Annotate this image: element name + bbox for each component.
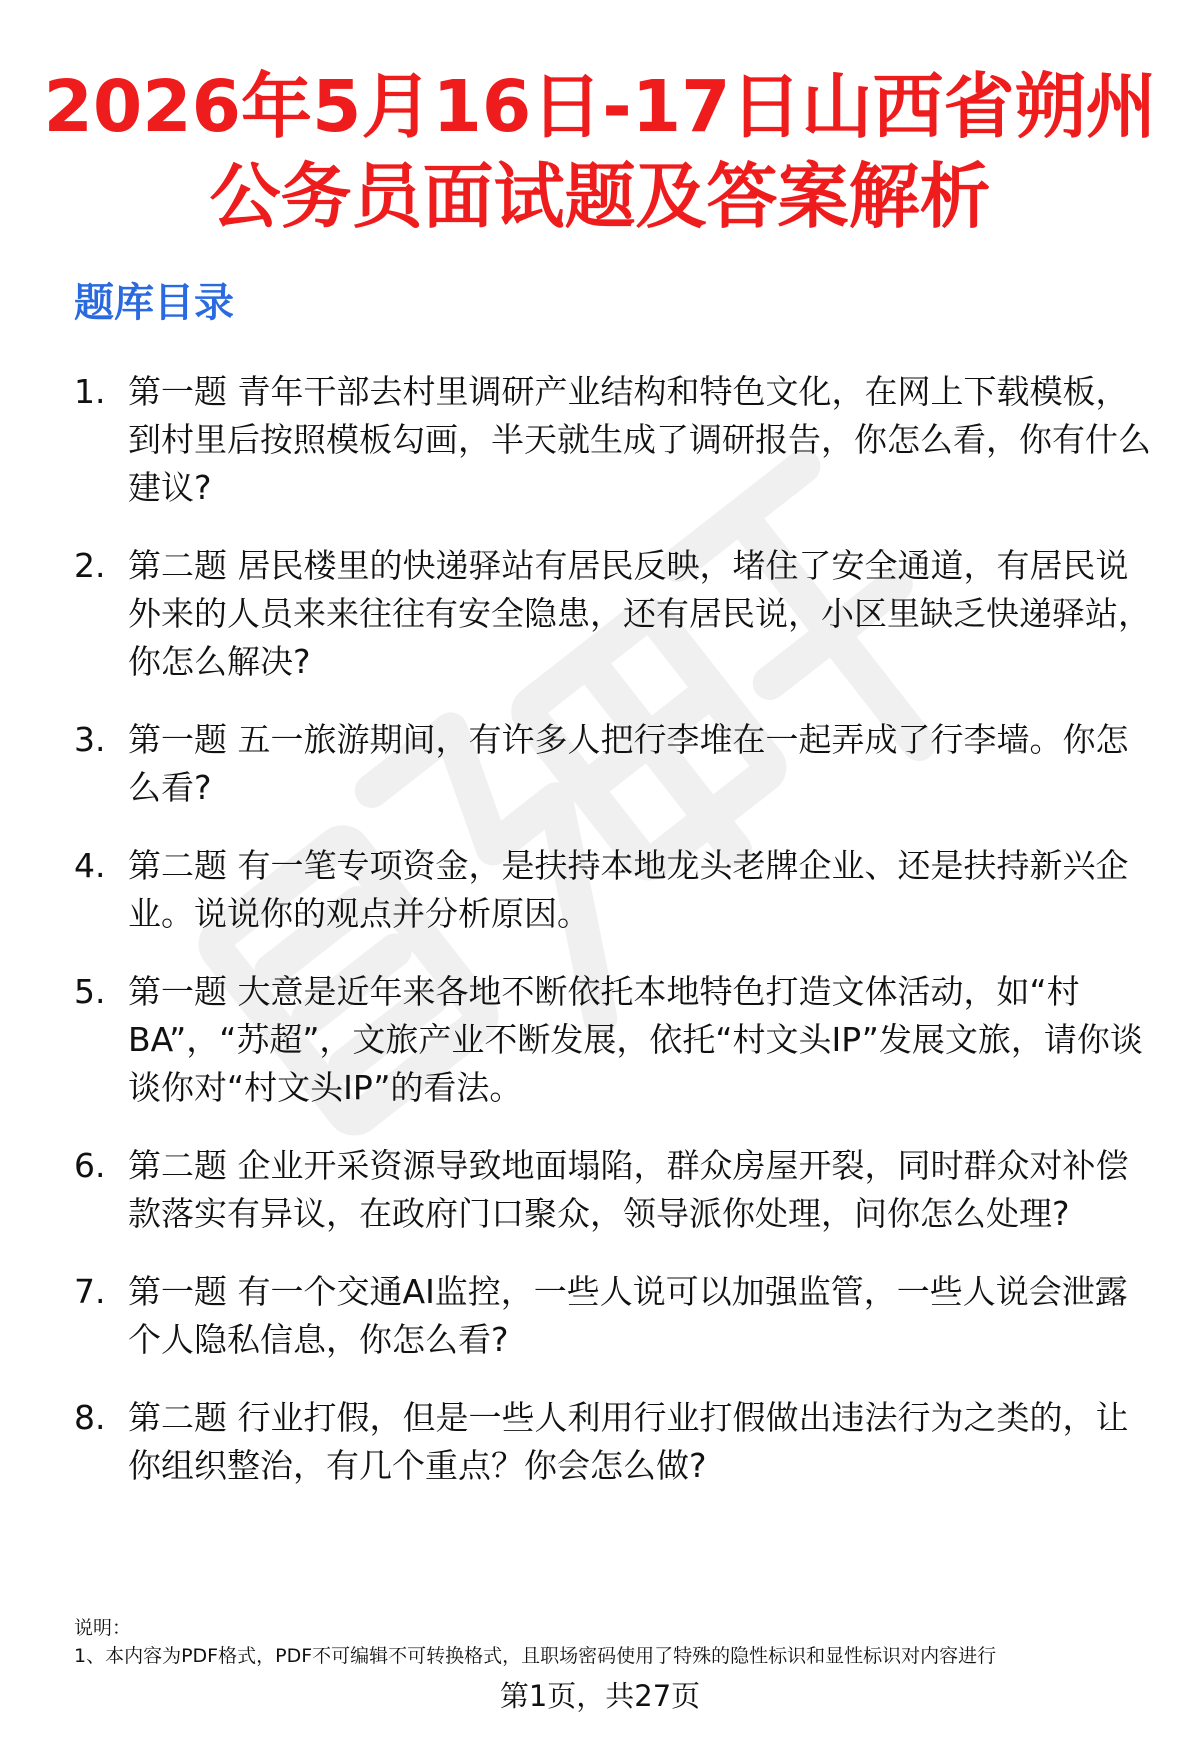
title-line-1: 2026年5月16日-17日山西省朔州 <box>43 65 1157 148</box>
question-item <box>74 842 1154 938</box>
question-item <box>74 542 1154 686</box>
question-item <box>74 716 1154 812</box>
question-number: 8. <box>74 1398 106 1437</box>
question-text: 第一题 有一个交通AI监控，一些人说可以加强监管，一些人说会泄露个人隐私信息，你怎么看? <box>128 1272 1128 1359</box>
question-number: 2. <box>74 546 106 585</box>
note-section <box>74 1614 996 1670</box>
question-number: 1. <box>74 372 106 411</box>
question-item <box>74 1394 1154 1490</box>
question-text: 第一题 青年干部去村里调研产业结构和特色文化，在网上下载模板，到村里后按照模板勾画，半天就生成了调研报告，你怎么看，你有什么建议? <box>128 372 1151 507</box>
question-number: 7. <box>74 1272 106 1311</box>
page-number: 第1页，共27页 <box>499 1679 701 1713</box>
toc-heading: 题库目录 <box>74 280 234 326</box>
title-line-2: 公务员面试题及答案解析 <box>209 155 991 238</box>
note-line: 1、本内容为PDF格式，PDF不可编辑不可转换格式，且职场密码使用了特殊的隐性标识和显性标识对内容进行 <box>74 1645 997 1667</box>
question-text: 第一题 五一旅游期间，有许多人把行李堆在一起弄成了行李墙。你怎么看? <box>128 720 1129 807</box>
question-number: 6. <box>74 1146 106 1185</box>
note-label: 说明： <box>74 1617 132 1639</box>
question-item <box>74 368 1154 512</box>
question-text: 第二题 企业开采资源导致地面塌陷，群众房屋开裂，同时群众对补偿款落实有异议，在政府门口聚众，领导派你处理，问你怎么处理? <box>128 1146 1129 1233</box>
question-number: 4. <box>74 846 106 885</box>
question-number: 3. <box>74 720 106 759</box>
question-number: 5. <box>74 972 106 1011</box>
question-text: 第二题 行业打假，但是一些人利用行业打假做出违法行为之类的，让你组织整治，有几个重点？你会怎么做? <box>128 1398 1129 1485</box>
question-item <box>74 1142 1154 1238</box>
question-text: 第二题 有一笔专项资金，是扶持本地龙头老牌企业、还是扶持新兴企业。说说你的观点并分析原因。 <box>128 846 1129 933</box>
question-item <box>74 968 1154 1112</box>
question-list <box>74 368 1154 1520</box>
question-text: 第二题 居民楼里的快递驿站有居民反映，堵住了安全通道，有居民说外来的人员来来往往有安全隐患，还有居民说，小区里缺乏快递驿站，你怎么解决? <box>128 546 1151 681</box>
question-text: 第一题 大意是近年来各地不断依托本地特色打造文体活动，如“村BA”，“苏超”，文旅产业不断发展，依托“村文头IP”发展文旅，请你谈谈你对“村文头IP”的看法。 <box>128 972 1143 1107</box>
document-title <box>0 62 1200 242</box>
question-item <box>74 1268 1154 1364</box>
